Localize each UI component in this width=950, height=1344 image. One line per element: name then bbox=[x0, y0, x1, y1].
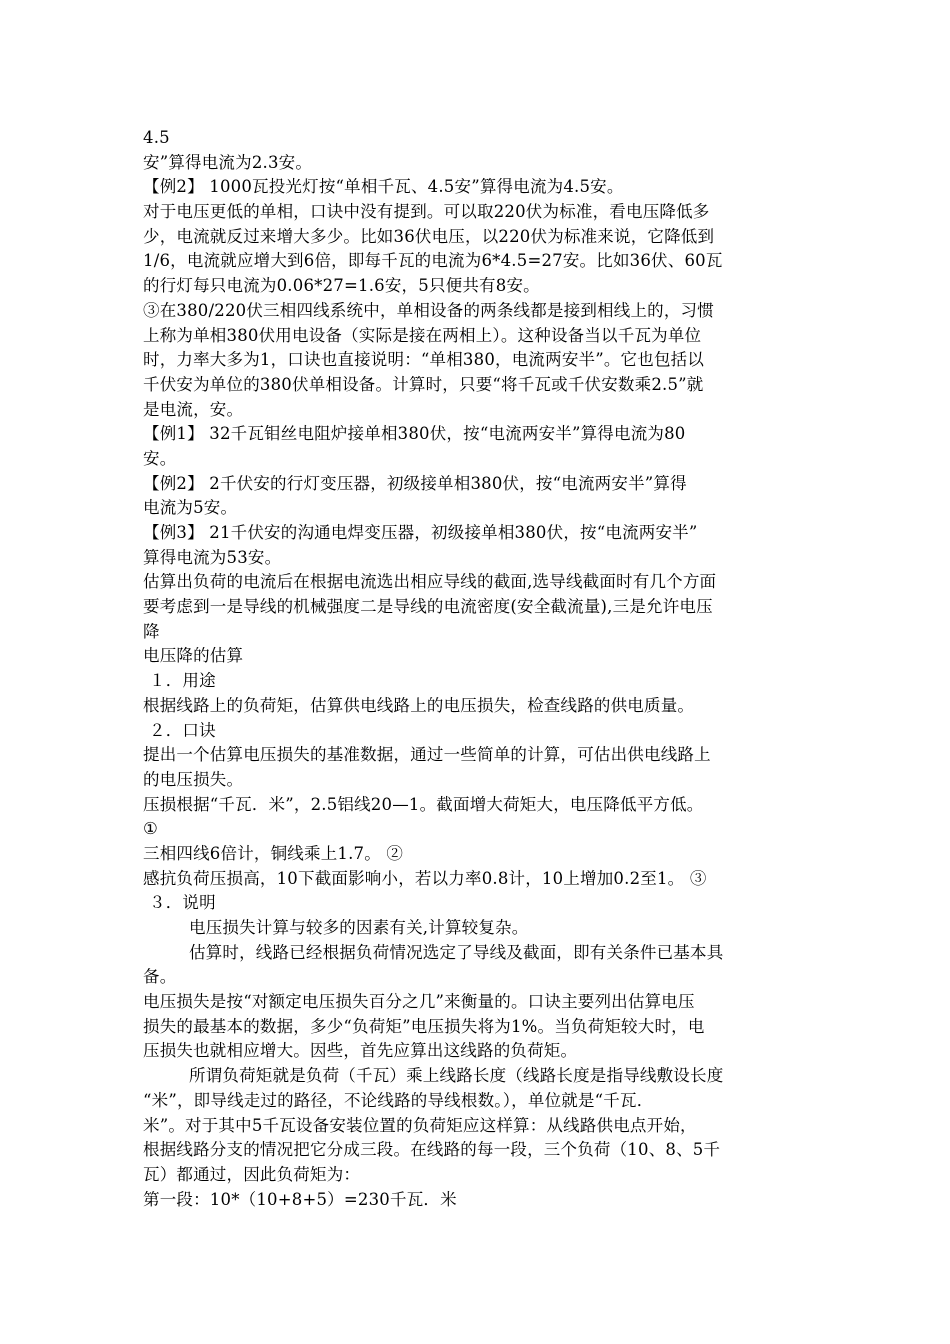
section-heading: 电压降的估算 bbox=[143, 646, 244, 666]
text-line: 千伏安为单位的380伏单相设备。计算时，只要“将千瓦或千伏安数乘2.5”就 bbox=[143, 374, 704, 394]
text-line: 对于电压更低的单相，口诀中没有提到。可以取220伏为标准，看电压降低多 bbox=[143, 202, 710, 222]
text-line: 根据线路分支的情况把它分成三段。在线路的每一段，三个负荷（10、8、5千 bbox=[143, 1140, 721, 1160]
text-line: 电流为5安。 bbox=[143, 498, 238, 518]
subheading: ２．口诀 bbox=[149, 720, 216, 740]
text-line: 是电流，安。 bbox=[143, 399, 244, 419]
text-line: 的行灯每只电流为0.06*27=1.6安，5只便共有8安。 bbox=[143, 276, 540, 296]
text-line: 瓦）都通过，因此负荷矩为： bbox=[143, 1164, 361, 1184]
text-line: 提出一个估算电压损失的基准数据，通过一些简单的计算，可估出供电线路上 bbox=[143, 745, 711, 765]
text-line: 备。 bbox=[143, 967, 177, 987]
text-line: 的电压损失。 bbox=[143, 769, 244, 789]
text-line: 【例2】 1000瓦投光灯按“单相千瓦、4.5安”算得电流为4.5安。 bbox=[143, 177, 624, 197]
text-line: 【例1】 32千瓦钼丝电阻炉接单相380伏，按“电流两安半”算得电流为80 bbox=[143, 424, 686, 444]
text-line: 压损失也就相应增大。因些，首先应算出这线路的负荷矩。 bbox=[143, 1041, 578, 1061]
marker-line: ① bbox=[143, 819, 158, 839]
text-line: 估算时，线路已经根据负荷情况选定了导线及截面，即有关条件已基本具 bbox=[189, 942, 724, 962]
text-line: 要考虑到一是导线的机械强度二是导线的电流密度(安全截流量),三是允许电压 bbox=[143, 597, 713, 617]
text-line: 安”算得电流为2.3安。 bbox=[143, 152, 313, 172]
document-body bbox=[143, 126, 807, 1212]
text-line: 时，力率大多为1，口诀也直接说明：“单相380，电流两安半”。它也包括以 bbox=[143, 350, 705, 370]
subheading: ３．说明 bbox=[149, 893, 216, 913]
subheading: １．用途 bbox=[149, 671, 216, 691]
text-line: 所谓负荷矩就是负荷（千瓦）乘上线路长度（线路长度是指导线敷设长度 bbox=[189, 1066, 724, 1086]
text-line: 【例3】 21千伏安的沟通电焊变压器，初级接单相380伏，按“电流两安半” bbox=[143, 523, 698, 542]
text-line: 安。 bbox=[143, 448, 177, 468]
text-line: 【例2】 2千伏安的行灯变压器，初级接单相380伏，按“电流两安半”算得 bbox=[143, 473, 687, 493]
text-line: 4.5 bbox=[143, 128, 170, 147]
text-line: 第一段：10*（10+8+5）=230千瓦．米 bbox=[143, 1189, 457, 1209]
text-line: 米”。对于其中5千瓦设备安装位置的负荷矩应这样算：从线路供电点开始， bbox=[143, 1115, 697, 1135]
text-line: 损失的最基本的数据，多少“负荷矩”电压损失将为1%。当负荷矩较大时，电 bbox=[143, 1016, 705, 1036]
formula-line: 感抗负荷压损高，10下截面影响小，若以力率0.8计，10上增加0.2至1。 ③ bbox=[143, 868, 707, 888]
text-line: 少，电流就反过来增大多少。比如36伏电压，以220伏为标准来说，它降低到 bbox=[143, 226, 715, 246]
text-line: 上称为单相380伏用电设备（实际是接在两相上）。这种设备当以千瓦为单位 bbox=[143, 325, 702, 345]
text-line: 根据线路上的负荷矩，估算供电线路上的电压损失，检查线路的供电质量。 bbox=[143, 695, 695, 715]
text-line: 估算出负荷的电流后在根据电流选出相应导线的截面,选导线截面时有几个方面 bbox=[143, 572, 717, 592]
text-line: ③在380/220伏三相四线系统中，单相设备的两条线都是接到相线上的，习惯 bbox=[143, 300, 714, 320]
text-line: 电压损失计算与较多的因素有关,计算较复杂。 bbox=[189, 918, 529, 937]
formula-line: 压损根据“千瓦．米”，2.5铝线20—1。截面增大荷矩大，电压降低平方低。 bbox=[143, 794, 704, 814]
text-line: 电压损失是按“对额定电压损失百分之几”来衡量的。口诀主要列出估算电压 bbox=[143, 992, 695, 1012]
text-line: 1/6，电流就应增大到6倍，即每千瓦的电流为6*4.5=27安。比如36伏、60瓦 bbox=[143, 251, 723, 271]
text-line: 算得电流为53安。 bbox=[143, 547, 282, 567]
text-line: 降 bbox=[143, 621, 160, 641]
formula-line: 三相四线6倍计，铜线乘上1.7。 ② bbox=[143, 843, 404, 863]
text-line: “米”，即导线走过的路径，不论线路的导线根数。），单位就是“千瓦． bbox=[143, 1090, 654, 1110]
